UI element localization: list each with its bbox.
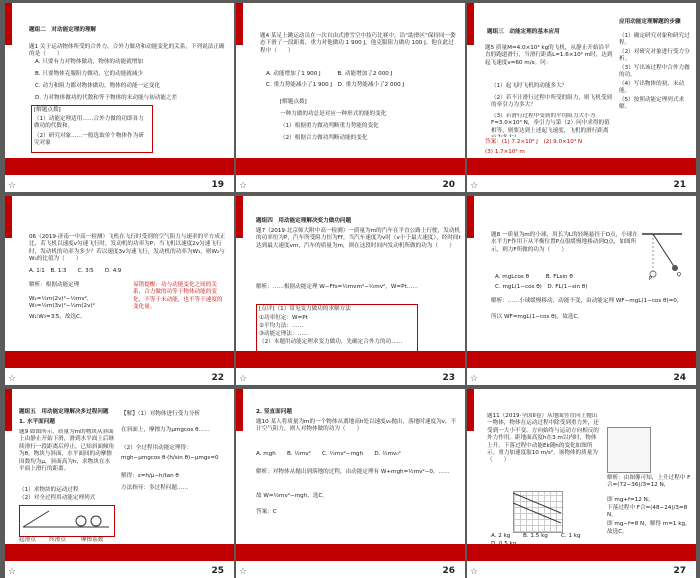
question-line: 题5 质量M=4.0×10³ kg的飞机，从静止开始沿平直的跑道滑行，当滑行距离L=1.6×10² m时，达到起飞速度v=60 m/s。问： [485, 45, 613, 66]
option-a: A. 只要有力对物体做功，物体的动能就增加 [35, 59, 143, 65]
solution-line: 解得：s=h/μ−h/tan θ [121, 473, 179, 479]
title-accent [236, 389, 243, 431]
title-accent [467, 3, 474, 45]
page-number: 25 [211, 566, 224, 576]
star-icon[interactable]: ☆ [470, 181, 479, 191]
star-icon[interactable]: ☆ [239, 181, 248, 191]
page-number: 26 [442, 566, 455, 576]
slope-diagram [21, 507, 111, 529]
footer-strip [467, 158, 696, 175]
slide-23[interactable] [236, 196, 465, 385]
note-line: （1）动能定理适用……合外力做的功即各力做功的代数和。 [34, 116, 144, 130]
solution-line: mgh−μmgcos θ·(h/sin θ)−μmgs=0 [121, 455, 219, 461]
option-row: A. 1∶1 B. 1∶3 C. 3∶5 D. 4∶9 [29, 268, 122, 274]
slide-header: 题组五 用动能定理解决多过程问题 [19, 409, 109, 415]
side-step: （3）写出该过程中合外力做的功。 [619, 65, 690, 79]
star-icon[interactable]: ☆ [239, 567, 248, 577]
footer-strip [5, 158, 234, 175]
slide-24[interactable] [467, 196, 696, 385]
page-number: 20 [442, 180, 455, 190]
star-icon[interactable]: ☆ [470, 567, 479, 577]
note-line: （2）研究对象……一般选取单个物体作为研究对象 [34, 133, 144, 147]
solution-line: W₂=½m(2v)²−½mv²，W₃=½m(3v)²−½m(2v)² [29, 296, 95, 310]
solution-line: 故选C。 [607, 529, 628, 535]
title-accent [5, 196, 12, 238]
title-accent [467, 196, 474, 238]
graph-lines [513, 491, 561, 531]
solution-line: 【解】（1）对物体进行受力分析 [121, 411, 201, 417]
solution-line: 解析：……根据动能定理 W−Ffs=½mvm²−½mv²，W=Pt…… [256, 284, 418, 290]
star-icon[interactable]: ☆ [470, 374, 479, 384]
question-line: 题10 某人将质量为m的一个物体从离地高h处以速度v₀抛出，落地时速度为v，不计空气阻力，则人对物体做的功为（ ） [256, 419, 457, 433]
option-row-1: A. mgLcos θ B. FLsin θ [495, 274, 573, 280]
answer-line: 答案：C [256, 509, 277, 515]
option-d: D. 力对物体做功的代数和等于物体的末动能与初动能之差 [35, 95, 178, 101]
option-a: A. 2 kg [491, 533, 511, 539]
option-c: C. 动力和阻力都对物体做功，物体的动能一定变化 [35, 83, 160, 89]
solution-line: 解析：根据动能定理 [29, 282, 80, 288]
question-line: 06（2019·济南一中高一检测）飞机在飞行时受到的空气阻力与速率的平方成正比，若飞机以速度v匀速飞行时，发动机的功率为P；当飞机以速度2v匀速飞行时，发动机的功率为多少？若以速度3v匀速飞行，发动机的功率为W₃，则W₂与W₃的比值为（ ） [29, 234, 226, 263]
page-number: 21 [673, 180, 686, 190]
side-title: 应用动能定理解题的步骤 [619, 19, 681, 25]
footer-strip [236, 351, 465, 368]
solution-line: 所以 WF=mgL(1−cos θ)，故选C。 [491, 314, 584, 320]
note-line: [点评]（1）常见变力做功的求解方法 [259, 306, 351, 312]
slide-19[interactable] [5, 3, 234, 192]
question-line: 题11（2019·全国II卷）从地面竖直向上抛出一物体，物体在运动过程中除受到重力外，还受到一大小不变、方向始终与运动方向相反的外力作用。距地面高度h在3 m以内时，物体上升、下落过程中动能Ek随h的变化如图所示。重力加速度取10 m/s²。该物体的质量为（ ） [487, 413, 599, 464]
footer-strip [236, 158, 465, 175]
sub-question: （2）若不计滑行过程中所受的阻力，则飞机受到的牵引力为多大？ [491, 95, 613, 109]
pendulum-diagram [637, 230, 687, 282]
question-line: 题8 一质量为m的小球，用长为L的轻绳悬挂于O点，小球在水平力F作用下从平衡位置P点很缓慢地移动到Q点，如图所示，则力F所做的功为（ ） [491, 232, 638, 253]
figure-label: 摩擦系数 [81, 537, 104, 543]
page-number: 22 [211, 373, 224, 383]
note-line: ②平均力法：…… [259, 323, 304, 329]
solution-line: 故 W=½mv²−mgh，选C。 [256, 493, 328, 499]
option-row-1: A. 动能增加了1 900 J B. 动能增加了2 000 J [266, 71, 393, 77]
answer-line: 答案：(1) 7.2×10⁶ J (2) 9.0×10⁴ N [485, 139, 583, 145]
question-line: 题4 某足上跳运动员在一次自由式滑雪空中技巧比赛中，沿“助滑区”保持同一姿态下滑了一段距离，重力对他做功 1 900 J，他克服阻力做功 100 J。他在此过程中（ ） [260, 33, 456, 54]
slide-header: 题组三 动能定理的基本应用 [487, 29, 560, 35]
footer-strip [467, 351, 696, 368]
title-accent [467, 389, 474, 431]
note-line: ①功率恒定：W=Pt [259, 315, 308, 321]
side-diagram [607, 427, 651, 473]
sub-header: 1. 水平面问题 [19, 419, 55, 425]
slide-header: 2. 竖直面问题 [256, 409, 292, 415]
page-number: 27 [673, 566, 686, 576]
footer-strip [5, 351, 234, 368]
option-row-2: C. mgL(1−cos θ) D. FL(1−sin θ) [495, 284, 588, 290]
tips-title: [解题点拨] [280, 99, 307, 105]
title-accent [236, 3, 243, 45]
option-b: B. 只要物体克服阻力做功，它的动能就减少 [35, 71, 144, 77]
option-row: A. mgh B. ½mv² C. ½mv²−mgh D. ½mv₀² [256, 451, 401, 457]
side-step: （2）对研究对象进行受力分析。 [619, 49, 690, 63]
side-step: （5）按照动能定理列式求解。 [619, 97, 685, 111]
tips-line: 一种力做的功总是对应一种形式的能的变化 [280, 111, 387, 117]
solution-line: （2）全过程用动能定理得： [121, 445, 192, 451]
star-icon[interactable]: ☆ [8, 567, 17, 577]
solution-line: 解析：……小球缓慢移动，动能不变，由动能定理 WF−mgL(1−cos θ)=0， [491, 298, 683, 304]
option-b: B. 1.5 kg [523, 533, 548, 539]
solution-line: 即 mg+f=12 N； [607, 497, 654, 503]
title-accent [5, 389, 12, 431]
note-title: [解题点拨] [34, 107, 61, 113]
figure-label: 起滑点 [19, 537, 36, 543]
figure-label: 终滑点 [49, 537, 66, 543]
question-line: 题1 关于运动物体所受的合外力、合外力做功和动能变化的关系，下列说法正确的是（ ） [29, 44, 225, 58]
question-line: 题7（2019·北京师大附中高一检测）一质量为m的汽车在平直公路上行驶，发动机的功率恒为P，汽车所受阻力恒为Ff。当汽车速度为v时（v小于最大速度），经时间t达到最大速度vm，汽车的质量为m，则在这段时间内发动机所做的功为（ ） [256, 228, 461, 249]
side-step: （1）确定研究对象和研究过程。 [619, 33, 690, 47]
slide-25[interactable] [5, 389, 234, 578]
slide-26[interactable] [236, 389, 465, 578]
note-line: ③动能定理法：…… [259, 331, 309, 337]
footer-strip [5, 544, 234, 561]
option-c: C. 1 kg [561, 533, 581, 539]
slide-header: 题组二 对动能定理的理解 [29, 27, 97, 33]
sub-question: （1）求物块的运动过程 [19, 487, 79, 493]
star-icon[interactable]: ☆ [239, 374, 248, 384]
star-icon[interactable]: ☆ [8, 374, 17, 384]
page-number: 19 [211, 180, 224, 190]
slide-header: 题组四 用动能定理解决变力做功问题 [256, 218, 352, 224]
slide-27[interactable] [467, 389, 696, 578]
solution-line: 下落过程中 F合=(48−24)/3=8 N， [607, 505, 690, 519]
solution-line: 在斜面上，摩擦力为μmgcos θ…… [121, 427, 210, 433]
solution-line: 方法指导：多过程问题…… [121, 485, 189, 491]
answer-line: (3) 1.7×10² m [485, 149, 525, 155]
title-accent [236, 196, 243, 238]
tips-line: （1）根据重力做功判断重力势能的变化 [280, 123, 379, 129]
tip-text: 易错提醒：功与动能变化之间的关系，合力做的功等于物体动能的变化，不等于末动能，也不等于速度的变化量。 [133, 282, 223, 311]
sub-question: （2）对全过程用动能定理列式 [19, 495, 96, 501]
solution-line: 解析：由图像可知，上升过程中 F合=(72−36)/3=12 N， [607, 475, 691, 489]
svg-text:P: P [649, 276, 653, 282]
svg-text:Q: Q [677, 272, 681, 278]
side-step: （4）写出物体的初、末动能。 [619, 81, 685, 95]
solution-line: 即 mg−f=8 N，解得 m=1 kg。 [607, 521, 691, 527]
tips-line: （2）根据合力做功判断动能的变化 [280, 135, 368, 141]
footer-strip [236, 544, 465, 561]
sub-question: （1）起飞时飞机的动能多大？ [491, 83, 568, 89]
slide-22[interactable] [5, 196, 234, 385]
page-number: 24 [673, 373, 686, 383]
solution-line: 解析：对物体从抛出到落地的过程，由动能定理有 W+mgh=½mv²−0，…… [256, 469, 450, 475]
slide-20[interactable] [236, 3, 465, 192]
page-number: 23 [442, 373, 455, 383]
slide-21[interactable] [467, 3, 696, 192]
question-line: 题9 如图所示，质量为m的物块从斜面上由静止开始下滑，滑到水平面上后继续滑行一段距离后停止，已知斜面倾角为θ，物块与斜面、水平面间的动摩擦因数均为μ，斜面高为h，求物块在水平面上滑行的距离。 [19, 429, 115, 473]
footer-strip [467, 544, 696, 561]
solution-line: W₂∶W₃=3∶5，故选C。 [29, 314, 86, 320]
sub-question: （3）若滑行过程中受到的平均阻力大小为F=3.0×10³ N，牵引力与第（2）问中求得的值相等，则要达到上述起飞速度，飞机的滑行距离 [491, 113, 610, 134]
option-row-2: C. 重力势能减小了1 900 J D. 重力势能减小了2 000 J [266, 82, 405, 88]
title-accent [5, 3, 12, 45]
star-icon[interactable]: ☆ [8, 181, 17, 191]
note-line: （2）本题用动能定理求变力做功，先确定合外力的功…… [259, 339, 403, 345]
